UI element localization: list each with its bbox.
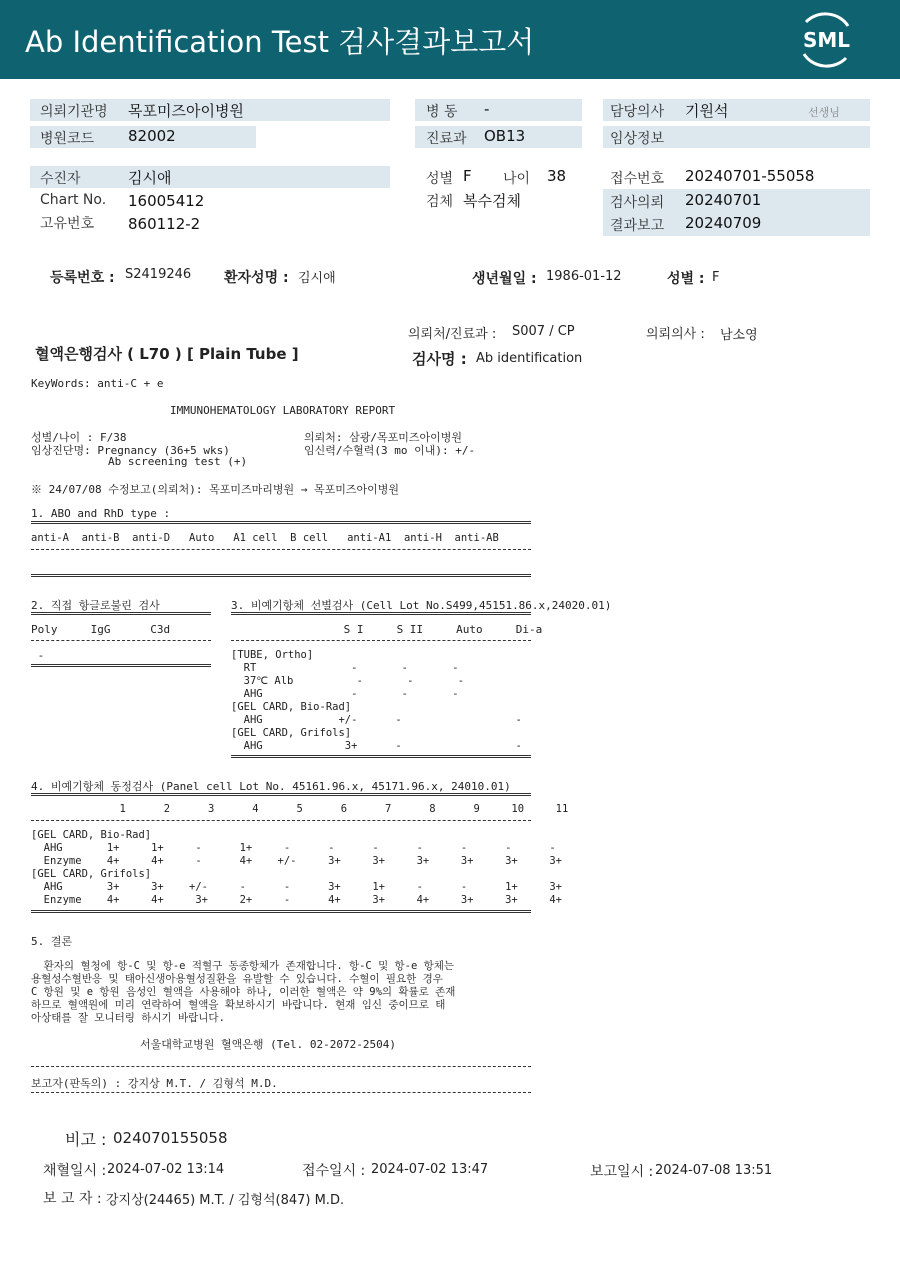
report-diagnosis: 임상진단명: Pregnancy (36+5 wks): [31, 444, 230, 457]
receipt-value: 20240701-55058: [685, 167, 815, 185]
reg-sex-value: F: [712, 270, 720, 285]
report-sexage: 성별/나이 : F/38: [31, 431, 127, 444]
lab-report-title: IMMUNOHEMATOLOGY LABORATORY REPORT: [170, 404, 396, 417]
sec1-headers: anti-A anti-B anti-D Auto A1 cell B cell anti-A1 anti-H anti-AB: [31, 532, 499, 544]
ref-doc-label: 의뢰의사 :: [646, 327, 705, 342]
ward-value: -: [484, 100, 490, 118]
divider: [31, 793, 531, 796]
sec4-row: AHG 1+ 1+ - 1+ - - - - - - -: [31, 842, 556, 854]
age-value: 38: [547, 167, 567, 185]
divider: [231, 640, 531, 641]
doctor-suffix: 선생님: [808, 106, 840, 119]
correction-note: ※ 24/07/08 수정보고(의뢰처): 목포미즈마리병원 → 목포미즈아이병원: [31, 483, 399, 496]
sec3-title: 3. 비예기항체 선별검사 (Cell Lot No.S499,45151.86.x,24020.01): [231, 599, 612, 612]
ref-label: 의뢰처/진료과 :: [408, 327, 497, 342]
doctor-value: 기원석: [685, 102, 729, 120]
uid-label: 고유번호: [40, 216, 95, 232]
req-date-label: 검사의뢰: [610, 195, 665, 211]
reg-no-label: 등록번호 :: [50, 270, 115, 286]
specimen-value: 복수검체: [463, 192, 521, 210]
specimen-label: 검체: [426, 194, 454, 210]
receive-label: 접수일시 :: [302, 1163, 366, 1179]
divider: [31, 1092, 531, 1093]
sec3-row: [GEL CARD, Grifols]: [231, 727, 352, 739]
sec2-headers: Poly IgG C3d: [31, 623, 171, 636]
report-reporter: 보고자(판독의) : 강지상 M.T. / 김형석 M.D.: [31, 1077, 278, 1090]
hosp-code-value: 82002: [128, 127, 176, 145]
uid-value: 860112-2: [128, 215, 201, 233]
ward-label: 병 동: [426, 104, 458, 120]
report-hospital: 의뢰처: 삼광/목포미즈아이병원: [304, 431, 463, 444]
ref-value: S007 / CP: [512, 324, 575, 339]
chart-value: 16005412: [128, 192, 205, 210]
sec4-row: [GEL CARD, Bio-Rad]: [31, 829, 152, 841]
reg-no-value: S2419246: [125, 267, 192, 282]
req-date-value: 20240701: [685, 191, 762, 209]
divider: [31, 910, 531, 913]
hosp-code-label: 병원코드: [40, 131, 95, 147]
name-value: 김시애: [298, 271, 336, 286]
ref-doc-value: 남소영: [720, 328, 758, 343]
test-name-value: Ab identification: [476, 351, 583, 366]
chart-label: Chart No.: [40, 192, 107, 208]
report-diagnosis-2: Ab screening test (+): [108, 455, 248, 468]
conclusion-line: 환자의 혈청에 항-C 및 항-e 적혈구 동종항체가 존재합니다. 항-C 및 항-e 항체는: [31, 960, 455, 972]
divider: [31, 521, 531, 524]
sec5-title: 5. 결론: [31, 935, 73, 948]
sec2-title: 2. 직접 항글로불린 검사: [31, 599, 160, 612]
req-org-value: 목포미즈아이병원: [128, 102, 244, 120]
req-org-label: 의뢰기관명: [40, 104, 108, 120]
age-label: 나이: [503, 171, 531, 187]
receive-value: 2024-07-02 13:47: [371, 1162, 489, 1177]
sec3-row: RT - - -: [231, 662, 459, 674]
report-date-value: 20240709: [685, 214, 762, 232]
sex-label: 성별: [426, 171, 454, 187]
sec4-row: AHG 3+ 3+ +/- - - 3+ 1+ - - 1+ 3+: [31, 881, 563, 893]
divider: [31, 612, 211, 615]
sec3-row: AHG +/- - -: [231, 714, 522, 726]
patient-label: 수진자: [40, 171, 81, 187]
reporter-value: 강지상(24465) M.T. / 김형석(847) M.D.: [106, 1193, 345, 1208]
sec2-values: -: [31, 649, 45, 662]
report-header: [0, 0, 900, 79]
sec3-row: 37℃ Alb - - -: [231, 675, 465, 687]
sec3-row: AHG 3+ - -: [231, 740, 522, 752]
note-label: 비고 :: [65, 1130, 107, 1149]
sec4-headers: 1 2 3 4 5 6 7 8 9 10 11: [31, 803, 569, 815]
report-date-label: 결과보고: [610, 218, 665, 234]
collect-value: 2024-07-02 13:14: [107, 1162, 225, 1177]
dept-value: OB13: [484, 127, 526, 145]
patient-value: 김시애: [128, 169, 172, 187]
bank-contact: 서울대학교병원 혈액은행 (Tel. 02-2072-2504): [140, 1038, 396, 1051]
reg-sex-label: 성별 :: [667, 271, 705, 287]
divider: [31, 664, 211, 667]
sec3-headers: S I S II Auto Di-a: [231, 623, 543, 636]
divider: [231, 755, 531, 758]
divider: [31, 820, 531, 821]
receipt-label: 접수번호: [610, 171, 665, 187]
conclusion-line: C 항원 및 e 항원 음성인 혈액을 사용해야 하나, 이러한 혈액은 약 9%의 확률로 존재: [31, 986, 456, 998]
sec4-row: [GEL CARD, Grifols]: [31, 868, 152, 880]
sec1-title: 1. ABO and RhD type :: [31, 507, 171, 520]
sec4-row: Enzyme 4+ 4+ - 4+ +/- 3+ 3+ 3+ 3+ 3+ 3+: [31, 855, 563, 867]
collect-label: 채혈일시 :: [43, 1163, 107, 1179]
divider: [31, 549, 531, 550]
divider: [31, 574, 531, 577]
report-pregnancy: 임신력/수혈력(3 mo 이내): +/-: [304, 444, 476, 457]
conclusion-line: 하므로 혈액원에 미리 연락하여 혈액을 확보하시기 바랍니다. 현재 임신 중이므로 태: [31, 999, 446, 1011]
reporter-label: 보 고 자 :: [43, 1191, 102, 1207]
divider: [31, 640, 211, 641]
report-time-label: 보고일시 :: [590, 1164, 654, 1180]
report-time-value: 2024-07-08 13:51: [655, 1163, 773, 1178]
test-name-label: 검사명 :: [412, 350, 467, 368]
clinical-label: 임상정보: [610, 131, 665, 147]
logo-text: SML: [803, 28, 851, 52]
bank-test-title: 혈액은행검사 ( L70 ) [ Plain Tube ]: [35, 345, 299, 363]
dob-value: 1986-01-12: [546, 269, 622, 284]
sec3-row: [TUBE, Ortho]: [231, 649, 314, 661]
note-value: 024070155058: [113, 1129, 228, 1147]
sec4-title: 4. 비예기항체 동정검사 (Panel cell Lot No. 45161.96.x, 45171.96.x, 24010.01): [31, 780, 511, 793]
sec3-row: [GEL CARD, Bio-Rad]: [231, 701, 352, 713]
doctor-label: 담당의사: [610, 104, 665, 120]
sec4-row: Enzyme 4+ 4+ 3+ 2+ - 4+ 3+ 4+ 3+ 3+ 4+: [31, 894, 563, 906]
conclusion-line: 용혈성수혈반응 및 태아신생아용혈성질환을 유발할 수 있습니다. 수혈이 필요한 경우: [31, 973, 443, 985]
keywords: KeyWords: anti-C + e: [31, 377, 164, 390]
dob-label: 생년월일 :: [472, 271, 537, 287]
divider: [231, 612, 531, 615]
report-title: Ab Identification Test 검사결과보고서: [25, 25, 535, 59]
dept-label: 진료과: [426, 131, 467, 147]
divider: [31, 1066, 531, 1067]
sex-value: F: [463, 167, 472, 185]
sec3-row: AHG - - -: [231, 688, 459, 700]
conclusion-line: 아상태를 잘 모니터링 하시기 바랍니다.: [31, 1012, 225, 1024]
name-label: 환자성명 :: [224, 270, 289, 286]
